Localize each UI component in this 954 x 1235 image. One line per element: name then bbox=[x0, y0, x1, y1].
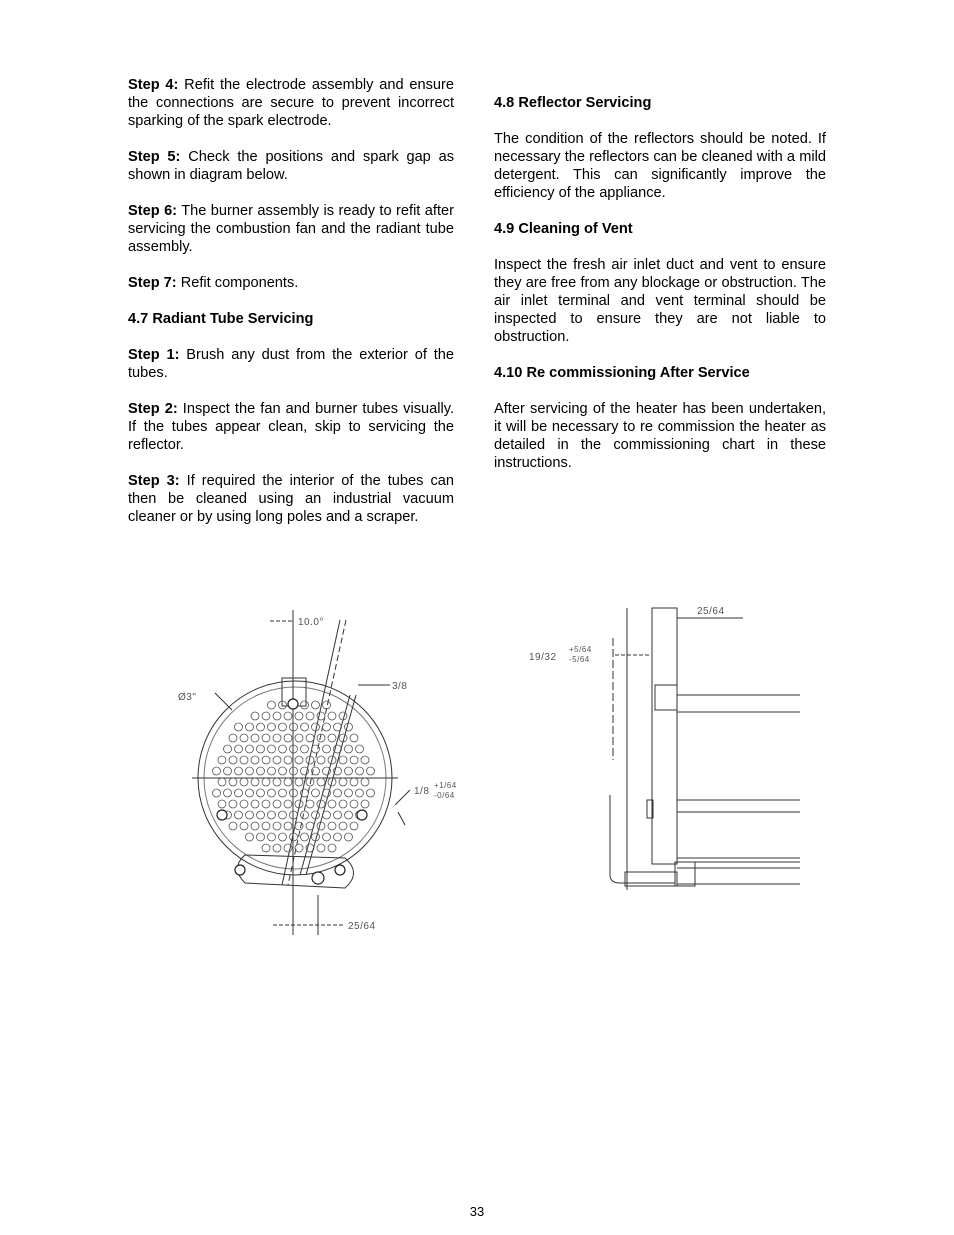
burner-hole bbox=[224, 767, 232, 775]
burner-hole bbox=[284, 734, 292, 742]
burner-hole bbox=[246, 789, 254, 797]
burner-hole bbox=[350, 734, 358, 742]
burner-hole bbox=[345, 767, 353, 775]
step7-label: Step 7: bbox=[128, 275, 177, 291]
burner-hole bbox=[284, 800, 292, 808]
burner-hole bbox=[246, 811, 254, 819]
burner-hole bbox=[350, 778, 358, 786]
burner-hole bbox=[301, 745, 309, 753]
screw-top-icon bbox=[288, 699, 298, 709]
step3-paragraph bbox=[128, 472, 454, 526]
burner-hole bbox=[268, 811, 276, 819]
burner-hole bbox=[251, 734, 259, 742]
burner-hole bbox=[251, 778, 259, 786]
burner-hole bbox=[279, 833, 287, 841]
left-column bbox=[128, 76, 454, 544]
burner-hole bbox=[257, 833, 265, 841]
burner-hole bbox=[235, 767, 243, 775]
burner-hole bbox=[268, 723, 276, 731]
burner-hole bbox=[328, 734, 336, 742]
step3-text: If required the interior of the tubes can then be cleaned using an industrial vacuum cleaner or by using long poles and a scraper. bbox=[128, 473, 454, 525]
burner-hole bbox=[284, 822, 292, 830]
burner-hole bbox=[317, 822, 325, 830]
burner-hole bbox=[317, 712, 325, 720]
top-dim-label: 3/8 bbox=[392, 681, 408, 692]
burner-hole bbox=[350, 756, 358, 764]
bottom-dim-label: 25/64 bbox=[348, 921, 376, 932]
burner-hole bbox=[339, 778, 347, 786]
screw-right-icon bbox=[357, 810, 367, 820]
burner-hole bbox=[268, 745, 276, 753]
burner-hole bbox=[339, 822, 347, 830]
burner-hole bbox=[229, 756, 237, 764]
paragraph-4-10: After servicing of the heater has been undertaken, it will be necessary to re commission the heater as detailed in the commissioning chart in these instructions. bbox=[494, 401, 826, 471]
heading-4-7: 4.7 Radiant Tube Servicing bbox=[128, 311, 314, 327]
burner-hole bbox=[268, 767, 276, 775]
electrode-tip-icon bbox=[312, 872, 324, 884]
burner-hole bbox=[323, 701, 331, 709]
burner-hole bbox=[246, 767, 254, 775]
burner-hole bbox=[218, 756, 226, 764]
electrode-wire bbox=[610, 795, 675, 883]
angle-label: 10.0° bbox=[298, 617, 324, 628]
burner-hole bbox=[328, 800, 336, 808]
burner-hole bbox=[273, 844, 281, 852]
burner-side-view-diagram bbox=[525, 600, 805, 895]
burner-hole bbox=[240, 822, 248, 830]
burner-hole bbox=[240, 734, 248, 742]
burner-hole bbox=[240, 778, 248, 786]
burner-hole bbox=[301, 723, 309, 731]
burner-hole bbox=[246, 723, 254, 731]
burner-hole bbox=[317, 778, 325, 786]
burner-front-view-diagram bbox=[170, 600, 490, 945]
step3-label: Step 3: bbox=[128, 473, 180, 489]
burner-hole bbox=[246, 833, 254, 841]
step2-text: Inspect the fan and burner tubes visually. If the tubes appear clean, skip to servicing the reflector. bbox=[128, 401, 455, 453]
burner-hole bbox=[339, 800, 347, 808]
burner-hole bbox=[301, 701, 309, 709]
burner-hole bbox=[235, 811, 243, 819]
screw-tab-left-icon bbox=[235, 865, 245, 875]
right-column bbox=[494, 94, 826, 490]
burner-hole bbox=[317, 756, 325, 764]
burner-hole bbox=[235, 723, 243, 731]
burner-hole bbox=[251, 800, 259, 808]
burner-hole bbox=[323, 811, 331, 819]
burner-hole bbox=[268, 701, 276, 709]
burner-hole bbox=[284, 712, 292, 720]
gap-dim-line-2 bbox=[398, 812, 405, 825]
side-left-dim-label: 19/32 bbox=[529, 652, 557, 663]
burner-hole bbox=[251, 712, 259, 720]
step6-paragraph bbox=[128, 202, 454, 256]
burner-hole bbox=[240, 756, 248, 764]
burner-hole bbox=[306, 778, 314, 786]
burner-hole bbox=[262, 800, 270, 808]
step5-text: Check the positions and spark gap as shown in diagram below. bbox=[128, 149, 455, 183]
burner-hole bbox=[251, 822, 259, 830]
burner-hole bbox=[268, 789, 276, 797]
burner-hole bbox=[334, 811, 342, 819]
burner-hole bbox=[240, 800, 248, 808]
burner-hole bbox=[279, 745, 287, 753]
diameter-leader bbox=[215, 693, 232, 710]
burner-hole bbox=[295, 778, 303, 786]
burner-hole bbox=[312, 789, 320, 797]
burner-hole bbox=[229, 822, 237, 830]
burner-hole bbox=[356, 745, 364, 753]
diameter-label: Ø3" bbox=[178, 692, 197, 703]
burner-hole bbox=[273, 734, 281, 742]
side-top-dim-label: 25/64 bbox=[697, 606, 725, 617]
burner-hole bbox=[323, 833, 331, 841]
burner-hole bbox=[257, 789, 265, 797]
burner-hole bbox=[306, 822, 314, 830]
paragraph-4-9: Inspect the fresh air inlet duct and vent to ensure they are free from any blockage or obstruction. The air inlet terminal and vent terminal should be inspected to ensure they are not liable to obstruction. bbox=[494, 257, 826, 345]
burner-hole bbox=[229, 800, 237, 808]
step7-paragraph bbox=[128, 274, 454, 292]
step6-text: The burner assembly is ready to refit after servicing the combustion fan and the radiant tube assembly. bbox=[128, 203, 455, 255]
burner-hole bbox=[268, 833, 276, 841]
step4-label: Step 4: bbox=[128, 77, 179, 93]
burner-hole bbox=[295, 822, 303, 830]
step5-paragraph bbox=[128, 148, 454, 184]
burner-hole bbox=[229, 734, 237, 742]
burner-hole bbox=[345, 789, 353, 797]
burner-hole bbox=[273, 756, 281, 764]
burner-hole bbox=[361, 800, 369, 808]
step4-text: Refit the electrode assembly and ensure the connections are secure to prevent incorrect sparking of the spark electrode. bbox=[128, 77, 454, 129]
burner-hole bbox=[284, 844, 292, 852]
heading-4-8: 4.8 Reflector Servicing bbox=[494, 95, 652, 111]
side-tol-plus: +5/64 bbox=[569, 645, 592, 654]
burner-hole bbox=[323, 723, 331, 731]
burner-hole bbox=[356, 789, 364, 797]
burner-hole bbox=[339, 756, 347, 764]
burner-hole bbox=[273, 712, 281, 720]
burner-hole bbox=[345, 745, 353, 753]
electrode-holder bbox=[625, 872, 677, 886]
burner-hole bbox=[229, 778, 237, 786]
step2-paragraph bbox=[128, 400, 454, 454]
heading-4-10: 4.10 Re commissioning After Service bbox=[494, 365, 750, 381]
burner-hole bbox=[213, 767, 221, 775]
electrode-line-2 bbox=[306, 695, 356, 875]
burner-hole bbox=[257, 723, 265, 731]
mounting-plate bbox=[652, 608, 677, 864]
burner-hole bbox=[262, 756, 270, 764]
burner-hole bbox=[306, 712, 314, 720]
screw-tab-right-icon bbox=[335, 865, 345, 875]
gap-tol-plus: +1/64 bbox=[434, 781, 457, 790]
burner-hole bbox=[273, 800, 281, 808]
burner-hole bbox=[279, 811, 287, 819]
burner-hole bbox=[328, 844, 336, 852]
step1-paragraph bbox=[128, 346, 454, 382]
burner-hole bbox=[257, 767, 265, 775]
burner-hole bbox=[295, 734, 303, 742]
burner-hole bbox=[279, 789, 287, 797]
burner-hole bbox=[295, 756, 303, 764]
burner-hole bbox=[273, 778, 281, 786]
step4-paragraph bbox=[128, 76, 454, 130]
paragraph-4-8: The condition of the reflectors should be noted. If necessary the reflectors can be cleaned with a mild detergent. This can significantly improve the efficiency of the appliance. bbox=[494, 131, 826, 201]
burner-hole bbox=[328, 822, 336, 830]
burner-hole bbox=[279, 723, 287, 731]
burner-hole bbox=[224, 745, 232, 753]
gap-dim-line bbox=[395, 790, 410, 805]
burner-hole bbox=[224, 789, 232, 797]
screw-left-icon bbox=[217, 810, 227, 820]
burner-hole bbox=[218, 800, 226, 808]
gap-tol-minus: -0/64 bbox=[434, 791, 455, 800]
burner-hole bbox=[306, 800, 314, 808]
burner-hole bbox=[218, 778, 226, 786]
burner-hole bbox=[312, 745, 320, 753]
burner-hole bbox=[279, 767, 287, 775]
step6-label: Step 6: bbox=[128, 203, 178, 219]
burner-hole bbox=[257, 745, 265, 753]
burner-hole bbox=[235, 745, 243, 753]
burner-hole bbox=[257, 811, 265, 819]
burner-hole bbox=[295, 712, 303, 720]
burner-hole bbox=[312, 701, 320, 709]
burner-hole bbox=[262, 844, 270, 852]
side-tol-minus: -5/64 bbox=[569, 655, 590, 664]
burner-hole bbox=[323, 789, 331, 797]
burner-hole bbox=[295, 844, 303, 852]
burner-hole bbox=[246, 745, 254, 753]
step1-text: Brush any dust from the exterior of the tubes. bbox=[128, 347, 455, 381]
burner-hole bbox=[262, 712, 270, 720]
burner-hole bbox=[345, 723, 353, 731]
burner-hole bbox=[334, 789, 342, 797]
gap-dim-label: 1/8 bbox=[414, 786, 430, 797]
page-number: 33 bbox=[469, 1204, 485, 1219]
burner-hole bbox=[367, 767, 375, 775]
burner-hole bbox=[262, 778, 270, 786]
heading-4-9: 4.9 Cleaning of Vent bbox=[494, 221, 633, 237]
burner-hole bbox=[262, 822, 270, 830]
burner-hole bbox=[334, 833, 342, 841]
burner-hole bbox=[262, 734, 270, 742]
burner-hole bbox=[301, 811, 309, 819]
step5-label: Step 5: bbox=[128, 149, 181, 165]
plate-bracket bbox=[655, 685, 677, 710]
burner-hole bbox=[345, 811, 353, 819]
burner-hole bbox=[334, 723, 342, 731]
burner-hole bbox=[251, 756, 259, 764]
burner-hole bbox=[273, 822, 281, 830]
burner-hole bbox=[367, 789, 375, 797]
burner-hole bbox=[213, 789, 221, 797]
burner-hole bbox=[350, 800, 358, 808]
burner-hole bbox=[317, 844, 325, 852]
burner-hole bbox=[284, 778, 292, 786]
burner-hole bbox=[301, 833, 309, 841]
burner-hole bbox=[361, 756, 369, 764]
burner-hole bbox=[345, 833, 353, 841]
burner-hole bbox=[306, 734, 314, 742]
burner-hole bbox=[235, 789, 243, 797]
burner-hole bbox=[350, 822, 358, 830]
electrode-nut bbox=[675, 862, 695, 886]
burner-hole bbox=[356, 767, 364, 775]
burner-hole bbox=[328, 712, 336, 720]
step1-label: Step 1: bbox=[128, 347, 180, 363]
step2-label: Step 2: bbox=[128, 401, 178, 417]
burner-hole bbox=[323, 745, 331, 753]
burner-hole bbox=[361, 778, 369, 786]
burner-hole bbox=[284, 756, 292, 764]
step7-text: Refit components. bbox=[176, 275, 299, 291]
